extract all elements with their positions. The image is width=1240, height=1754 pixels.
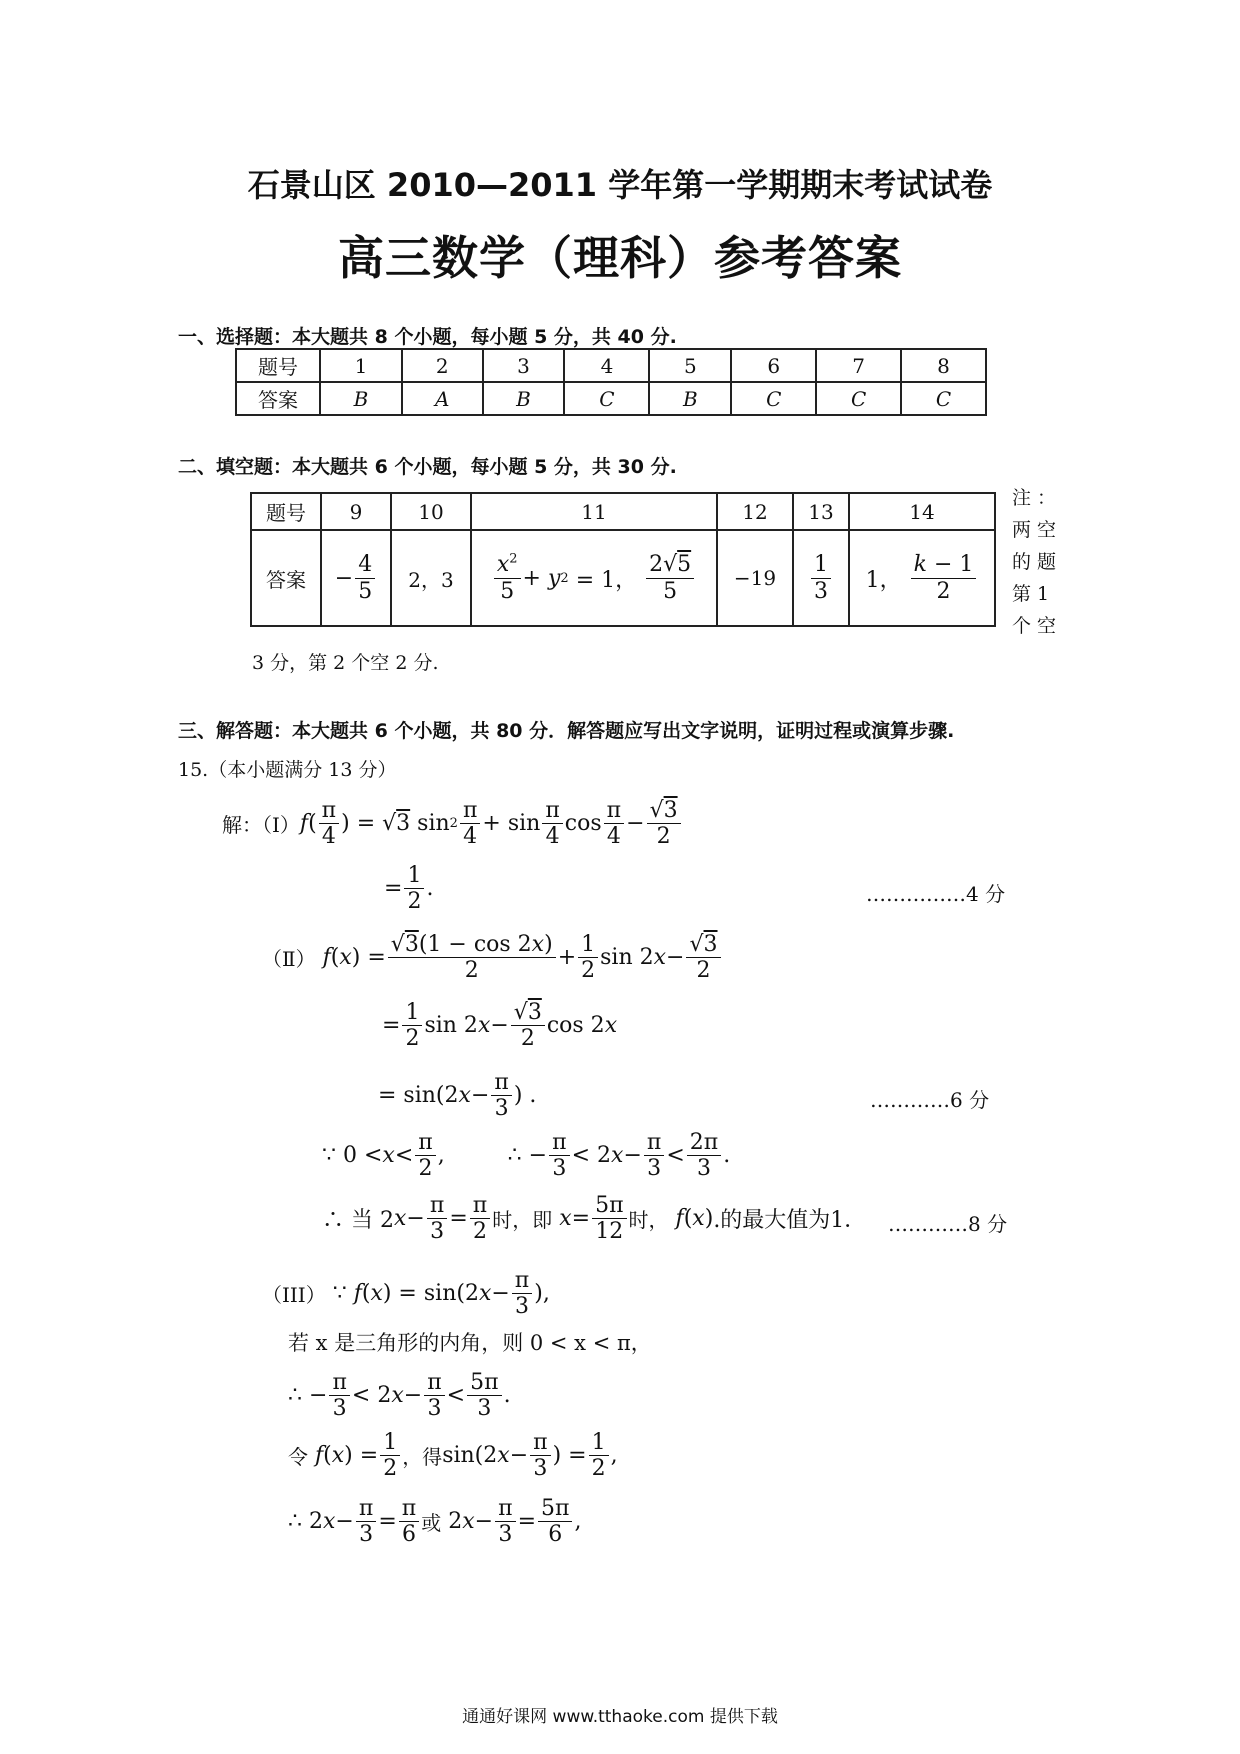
table-cell: 8 bbox=[901, 349, 986, 382]
row-label-number: 题号 bbox=[251, 493, 321, 530]
table-cell: 3 bbox=[483, 349, 565, 382]
question-15-header: 15.（本小题满分 13 分） bbox=[178, 759, 397, 781]
table-cell: 12 bbox=[717, 493, 793, 530]
table-cell: 5 bbox=[649, 349, 731, 382]
table-cell: B bbox=[483, 382, 565, 415]
part1-label: 解：（Ⅰ） bbox=[222, 813, 300, 838]
footer-credit: 通通好课网 www.tthaoke.com 提供下载 bbox=[462, 1707, 778, 1727]
table-cell: 1 bbox=[320, 349, 402, 382]
table-cell: 4 bbox=[564, 349, 649, 382]
answer-14: 1， $\frac{k - 1}{2}$ bbox=[849, 530, 995, 626]
table-cell: 11 bbox=[471, 493, 717, 530]
part2-line4: ∵ 0 < x < $\frac{\pi}{2}$ , ∴ − $\frac{\pi}{3}$ < 2 x − $\frac{\pi}{3}$ < $\frac{2\pi}{3}$ . bbox=[322, 1130, 731, 1182]
table-cell: B bbox=[649, 382, 731, 415]
row-label-number: 题号 bbox=[236, 349, 320, 382]
answer-13: $\frac{1}{3}$ bbox=[793, 530, 849, 626]
note-block bbox=[1012, 482, 1062, 642]
part2-line1: （Ⅱ） f ( x ) = $\frac{√3(1 - \cos 2x)}{2}$ + $\frac{1}{2}$ sin 2 x − $\frac{√3}{2}$ bbox=[262, 932, 723, 984]
note-continuation: 3 分，第 2 个空 2 分. bbox=[252, 652, 439, 674]
part3-line2: 若 x 是三角形的内角，则 0 < x < π， bbox=[288, 1331, 652, 1355]
note-line: 注 ： bbox=[1012, 487, 1057, 509]
part1-line2: = $\frac{1}{2}$ . bbox=[384, 863, 434, 915]
answer-key-title: 高三数学（理科）参考答案 bbox=[338, 231, 902, 285]
table-cell: C bbox=[901, 382, 986, 415]
part3-label: （III） bbox=[262, 1283, 326, 1308]
table-cell: 9 bbox=[321, 493, 391, 530]
table-cell: A bbox=[402, 382, 483, 415]
table-cell: 10 bbox=[391, 493, 471, 530]
text-max: .的最大值为1． bbox=[713, 1208, 867, 1234]
text-or: 或 bbox=[421, 1511, 442, 1536]
points-6: …………6 分 bbox=[870, 1088, 990, 1112]
section1-heading: 一、选择题：本大题共 8 个小题，每小题 5 分，共 40 分. bbox=[178, 326, 677, 348]
section2-heading: 二、填空题：本大题共 6 个小题，每小题 5 分，共 30 分. bbox=[178, 456, 677, 478]
part1-line1: 解：（Ⅰ） f ( $\frac{\pi}{4}$ ) = √ 3 sin 2 $\frac{\pi}{4}$ + sin $\frac{\pi}{4}$ cos $\frac{\pi}{4}$ − $\frac{√3}{2}$ bbox=[222, 798, 683, 850]
part2-line3: = sin(2 x − $\frac{\pi}{3}$ ) . bbox=[378, 1070, 537, 1122]
note-line: 的 题 bbox=[1012, 551, 1057, 573]
part3-line4: 令 f ( x ) = $\frac{1}{2}$ ，得 sin(2 x − $\frac{\pi}{3}$ ) = $\frac{1}{2}$ , bbox=[288, 1430, 618, 1482]
note-line: 第 1 bbox=[1012, 583, 1050, 605]
part3-line5: ∴ 2 x − $\frac{\pi}{3}$ = $\frac{\pi}{6}$ 或 2 x − $\frac{\pi}{3}$ = $\frac{5\pi}{6}$ , bbox=[288, 1496, 582, 1548]
table-cell: 2 bbox=[402, 349, 483, 382]
section3-heading: 三、解答题：本大题共 6 个小题，共 80 分．解答题应写出文字说明，证明过程或演算步骤. bbox=[178, 720, 955, 742]
part3-line3: ∴ − $\frac{\pi}{3}$ < 2 x − $\frac{\pi}{3}$ < $\frac{5\pi}{3}$ . bbox=[288, 1370, 511, 1422]
part2-line5: ∴ 当 2 x − $\frac{\pi}{3}$ = $\frac{\pi}{2}$ 时，即 x = $\frac{5\pi}{12}$ 时， f ( x ) .的最大值为1． bbox=[322, 1193, 867, 1245]
answer-12: −19 bbox=[717, 530, 793, 626]
part3-line1: （III） ∵ f ( x ) = sin(2 x − $\frac{\pi}{3}$ ), bbox=[262, 1268, 550, 1320]
exam-title: 石景山区 2010—2011 学年第一学期期末考试试卷 bbox=[247, 166, 993, 204]
text-get: ，得 bbox=[402, 1445, 443, 1470]
table-cell: C bbox=[564, 382, 649, 415]
choice-answer-table bbox=[235, 348, 987, 416]
answer-11: $\frac{x^2}{5}$ + y 2 = 1， $\frac{2√5}{5}$ bbox=[471, 530, 717, 626]
note-line: 两 空 bbox=[1012, 519, 1057, 541]
table-cell: 7 bbox=[816, 349, 901, 382]
points-8: …………8 分 bbox=[888, 1212, 1008, 1236]
table-cell: C bbox=[816, 382, 901, 415]
note-line: 个 空 bbox=[1012, 615, 1057, 637]
answer-10: 2，3 bbox=[391, 530, 471, 626]
row-label-answer: 答案 bbox=[251, 530, 321, 626]
answer-9: − $\frac{4}{5}$ bbox=[321, 530, 391, 626]
text-when: 时，即 bbox=[492, 1208, 553, 1233]
table-cell: 14 bbox=[849, 493, 995, 530]
points-4: ……………4 分 bbox=[866, 882, 1006, 906]
table-cell: C bbox=[731, 382, 816, 415]
text-let: 令 bbox=[288, 1445, 308, 1470]
part2-line2: = $\frac{1}{2}$ sin 2 x − $\frac{√3}{2}$ cos 2 x bbox=[382, 1000, 618, 1052]
table-cell: B bbox=[320, 382, 402, 415]
table-cell: 6 bbox=[731, 349, 816, 382]
table-cell: 13 bbox=[793, 493, 849, 530]
fill-blank-answer-table bbox=[250, 492, 996, 627]
row-label-answer: 答案 bbox=[236, 382, 320, 415]
text-when2: 时， bbox=[628, 1208, 669, 1233]
part2-label: （Ⅱ） bbox=[262, 947, 316, 972]
